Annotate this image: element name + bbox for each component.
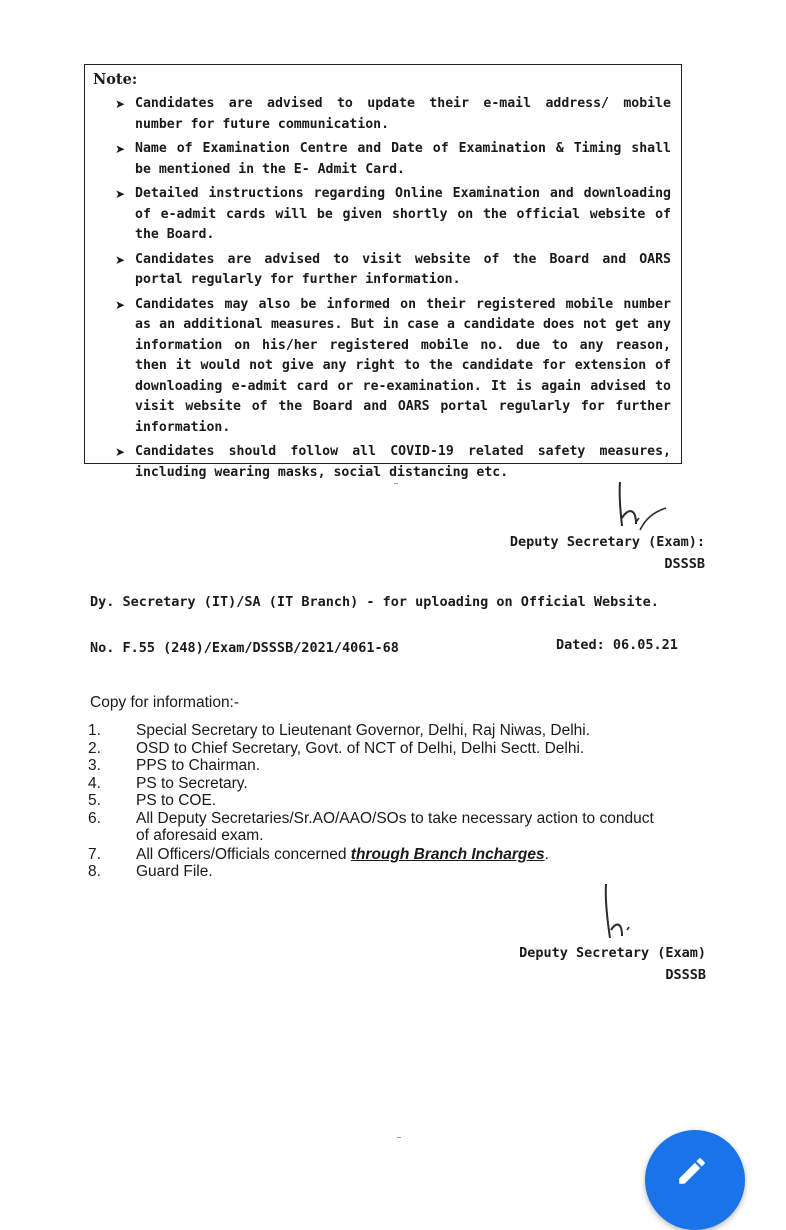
list-item: 8. Guard File. <box>88 863 213 880</box>
list-item: 6. All Deputy Secretaries/Sr.AO/AAO/SOs to take necessary action to conduct of aforesaid exam. <box>88 809 654 844</box>
note-list <box>93 94 671 483</box>
signature-block-2 <box>440 942 706 986</box>
edit-fab-button[interactable] <box>645 1130 745 1230</box>
signature-block-1 <box>440 531 705 575</box>
list-item: 7. All Officers/Officials concerned through Branch Incharges. <box>88 845 549 863</box>
arrow-bullet-icon: ➤ <box>115 297 126 312</box>
list-item: 1. Special Secretary to Lieutenant Governor, Delhi, Raj Niwas, Delhi. <box>88 722 591 739</box>
note-item: ➤ Candidates may also be informed on their registered mobile number as an additional measures. But in case a candidate does not get any information on his/her registered mobile no. due to any reason, then it would not give any right to the candidate for extension of downloading e-admit card or re-examination. It is again advised to visit website of the Board and OARS portal regularly for further information. <box>115 296 671 435</box>
copy-title: Copy for information:- <box>90 694 240 711</box>
note-item: ➤ Name of Examination Centre and Date of Examination & Timing shall be mentioned in the E- Admit Card. <box>115 141 671 177</box>
arrow-bullet-icon: ➤ <box>115 97 126 111</box>
note-title: Note: <box>93 71 138 88</box>
note-item: ➤ Candidates are advised to visit website of the Board and OARS portal regularly for further information. <box>115 251 671 287</box>
handwritten-signature <box>592 880 652 946</box>
date: Dated: 06.05.21 <box>556 637 678 653</box>
list-item: 3. PPS to Chairman. <box>88 757 261 774</box>
signature-designation: Deputy Secretary (Exam): <box>509 534 705 550</box>
pencil-icon <box>675 1154 709 1188</box>
note-item: ➤ Detailed instructions regarding Online Examination and downloading of e-admit cards will be given shortly on the official website of the Board. <box>115 186 671 242</box>
scan-speck <box>394 483 398 484</box>
note-item: ➤ Candidates should follow all COVID-19 related safety measures, including wearing masks, social distancing etc. <box>115 444 671 480</box>
forward-line: Dy. Secretary (IT)/SA (IT Branch) - for uploading on Official Website. <box>90 594 659 610</box>
list-item: 5. PS to COE. <box>88 792 217 809</box>
arrow-bullet-icon: ➤ <box>115 142 126 156</box>
reference-number: No. F.55 (248)/Exam/DSSSB/2021/4061-68 <box>90 640 399 656</box>
list-item: 4. PS to Secretary. <box>88 774 248 792</box>
list-item: 2. OSD to Chief Secretary, Govt. of NCT of Delhi, Delhi Sectt. Delhi. <box>88 739 585 757</box>
arrow-bullet-icon: ➤ <box>115 445 126 459</box>
copy-list <box>88 722 688 881</box>
scan-speck <box>397 1137 401 1138</box>
note-item: ➤ Candidates are advised to update their e-mail address/ mobile number for future communication. <box>115 96 671 132</box>
signature-designation: Deputy Secretary (Exam) <box>519 945 706 961</box>
note-box <box>84 64 682 480</box>
signature-org: DSSSB <box>665 967 706 983</box>
arrow-bullet-icon: ➤ <box>115 187 126 201</box>
emphasis-text: through Branch Incharges <box>350 845 545 863</box>
signature-org: DSSSB <box>664 556 705 572</box>
handwritten-signature <box>600 478 680 534</box>
arrow-bullet-icon: ➤ <box>115 252 126 267</box>
